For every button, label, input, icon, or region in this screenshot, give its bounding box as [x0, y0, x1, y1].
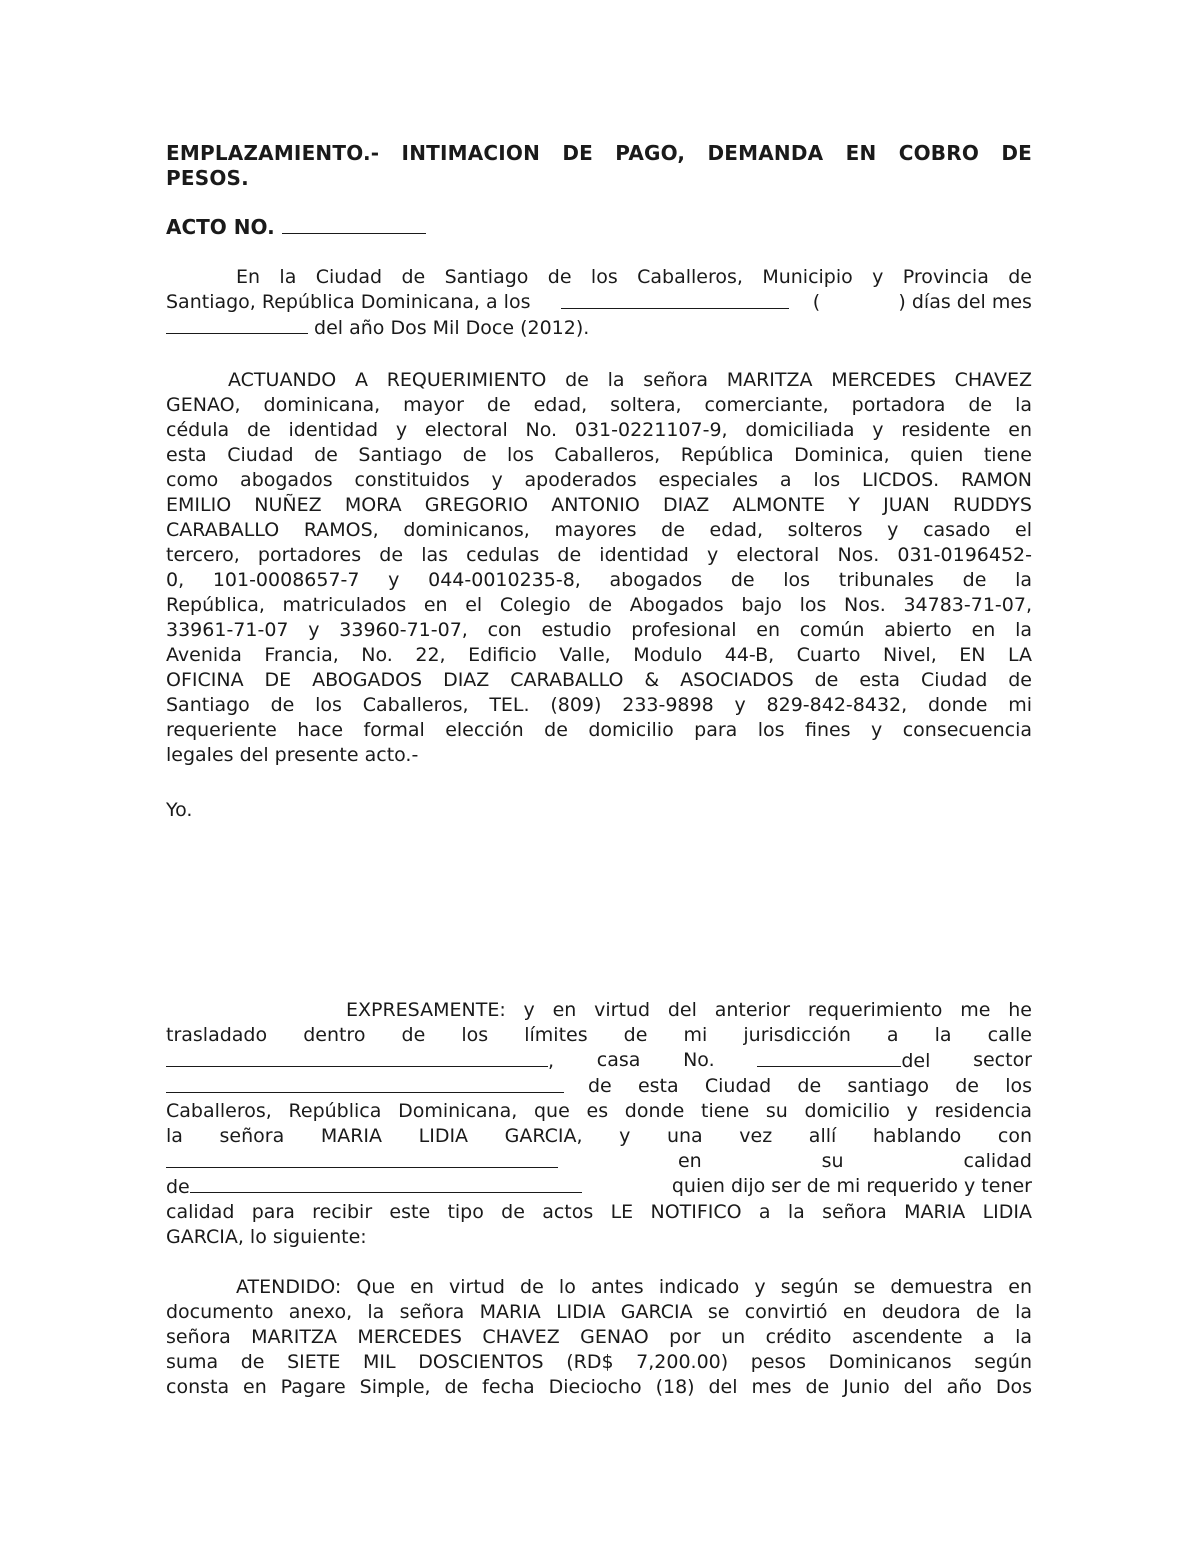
p2-line: esta Ciudad de Santiago de los Caballeros, República Dominica, quien tiene — [166, 444, 1032, 466]
street-blank — [166, 1048, 548, 1067]
p3-line: en su calidad — [166, 1149, 1032, 1174]
intro-paragraph — [166, 265, 1032, 341]
p1-line: del año Dos Mil Doce (2012). — [166, 315, 1032, 341]
p4-line: señora MARITZA MERCEDES CHAVEZ GENAO por un crédito ascendente a la — [166, 1326, 1032, 1348]
day-blank — [561, 290, 789, 309]
p2-line: EMILIO NUÑEZ MORA GREGORIO ANTONIO DIAZ ALMONTE Y JUAN RUDDYS — [166, 494, 1032, 516]
acto-label: ACTO NO. — [166, 215, 275, 239]
p2-line: Avenida Francia, No. 22, Edificio Valle, Modulo 44-B, Cuarto Nivel, EN LA — [166, 644, 1032, 666]
p3-line: la señora MARIA LIDIA GARCIA, y una vez allí hablando con — [166, 1125, 1032, 1147]
house-number-blank — [757, 1048, 901, 1067]
acto-number-blank — [282, 215, 426, 234]
requerimiento-paragraph — [166, 368, 1032, 768]
p3-line: EXPRESAMENTE: y en virtud del anterior requerimiento me he — [346, 999, 1032, 1021]
title-line-1: EMPLAZAMIENTO.- INTIMACION DE PAGO, DEMANDA EN COBRO DE — [166, 141, 1032, 165]
p2-line: 0, 101-0008657-7 y 044-0010235-8, abogados de los tribunales de la — [166, 569, 1032, 591]
p3-line: de esta Ciudad de santiago de los — [166, 1074, 1032, 1099]
p4-line: suma de SIETE MIL DOSCIENTOS (RD$ 7,200.00) pesos Dominicanos según — [166, 1351, 1032, 1373]
quality-blank — [190, 1174, 582, 1193]
p2-line: como abogados constituidos y apoderados especiales a los LICDOS. RAMON — [166, 469, 1032, 491]
month-blank — [166, 315, 308, 334]
expresamente-paragraph — [166, 998, 1032, 1250]
p4-line: documento anexo, la señora MARIA LIDIA GARCIA se convirtió en deudora de la — [166, 1301, 1032, 1323]
p2-line: República, matriculados en el Colegio de Abogados bajo los Nos. 34783-71-07, — [166, 594, 1032, 616]
acto-number — [166, 215, 1032, 240]
atendido-paragraph — [166, 1275, 1032, 1400]
p2-line: OFICINA DE ABOGADOS DIAZ CARABALLO & ASOCIADOS de esta Ciudad de — [166, 669, 1032, 691]
p3-line: , casa No. del sector — [166, 1048, 1032, 1074]
title-line-2: PESOS. — [166, 166, 249, 190]
p2-line: CARABALLO RAMOS, dominicanos, mayores de edad, solteros y casado el — [166, 519, 1032, 541]
p1-line: En la Ciudad de Santiago de los Caballeros, Municipio y Provincia de — [236, 266, 1032, 288]
p3-line: calidad para recibir este tipo de actos LE NOTIFICO a la señora MARIA LIDIA — [166, 1201, 1032, 1223]
p2-line: legales del presente acto.- — [166, 744, 419, 766]
p2-line: Santiago de los Caballeros, TEL. (809) 233-9898 y 829-842-8432, donde mi — [166, 694, 1032, 716]
p2-line: 33961-71-07 y 33960-71-07, con estudio profesional en común abierto en la — [166, 619, 1032, 641]
person-blank — [166, 1149, 558, 1168]
p4-line: ATENDIDO: Que en virtud de lo antes indicado y según se demuestra en — [236, 1276, 1032, 1298]
p2-line: cédula de identidad y electoral No. 031-0221107-9, domiciliada y residente en — [166, 419, 1032, 441]
p3-line: Caballeros, República Dominicana, que es donde tiene su domicilio y residencia — [166, 1100, 1032, 1122]
p1-line: Santiago, República Dominicana, a los ( ) días del mes — [166, 291, 1032, 313]
p3-line: de quien dijo ser de mi requerido y tener — [166, 1175, 1032, 1198]
p2-line: requeriente hace formal elección de domicilio para los fines y consecuencia — [166, 719, 1032, 741]
yo-label: Yo. — [166, 799, 193, 821]
p2-line: tercero, portadores de las cedulas de identidad y electoral Nos. 031-0196452- — [166, 544, 1032, 566]
sector-blank — [166, 1074, 564, 1093]
p4-line: consta en Pagare Simple, de fecha Dieciocho (18) del mes de Junio del año Dos — [166, 1376, 1032, 1398]
document-title — [166, 141, 1032, 191]
p2-line: ACTUANDO A REQUERIMIENTO de la señora MARITZA MERCEDES CHAVEZ — [228, 369, 1032, 391]
p3-line: GARCIA, lo siguiente: — [166, 1226, 367, 1248]
p3-line: trasladado dentro de los límites de mi jurisdicción a la calle — [166, 1024, 1032, 1046]
p2-line: GENAO, dominicana, mayor de edad, soltera, comerciante, portadora de la — [166, 394, 1032, 416]
